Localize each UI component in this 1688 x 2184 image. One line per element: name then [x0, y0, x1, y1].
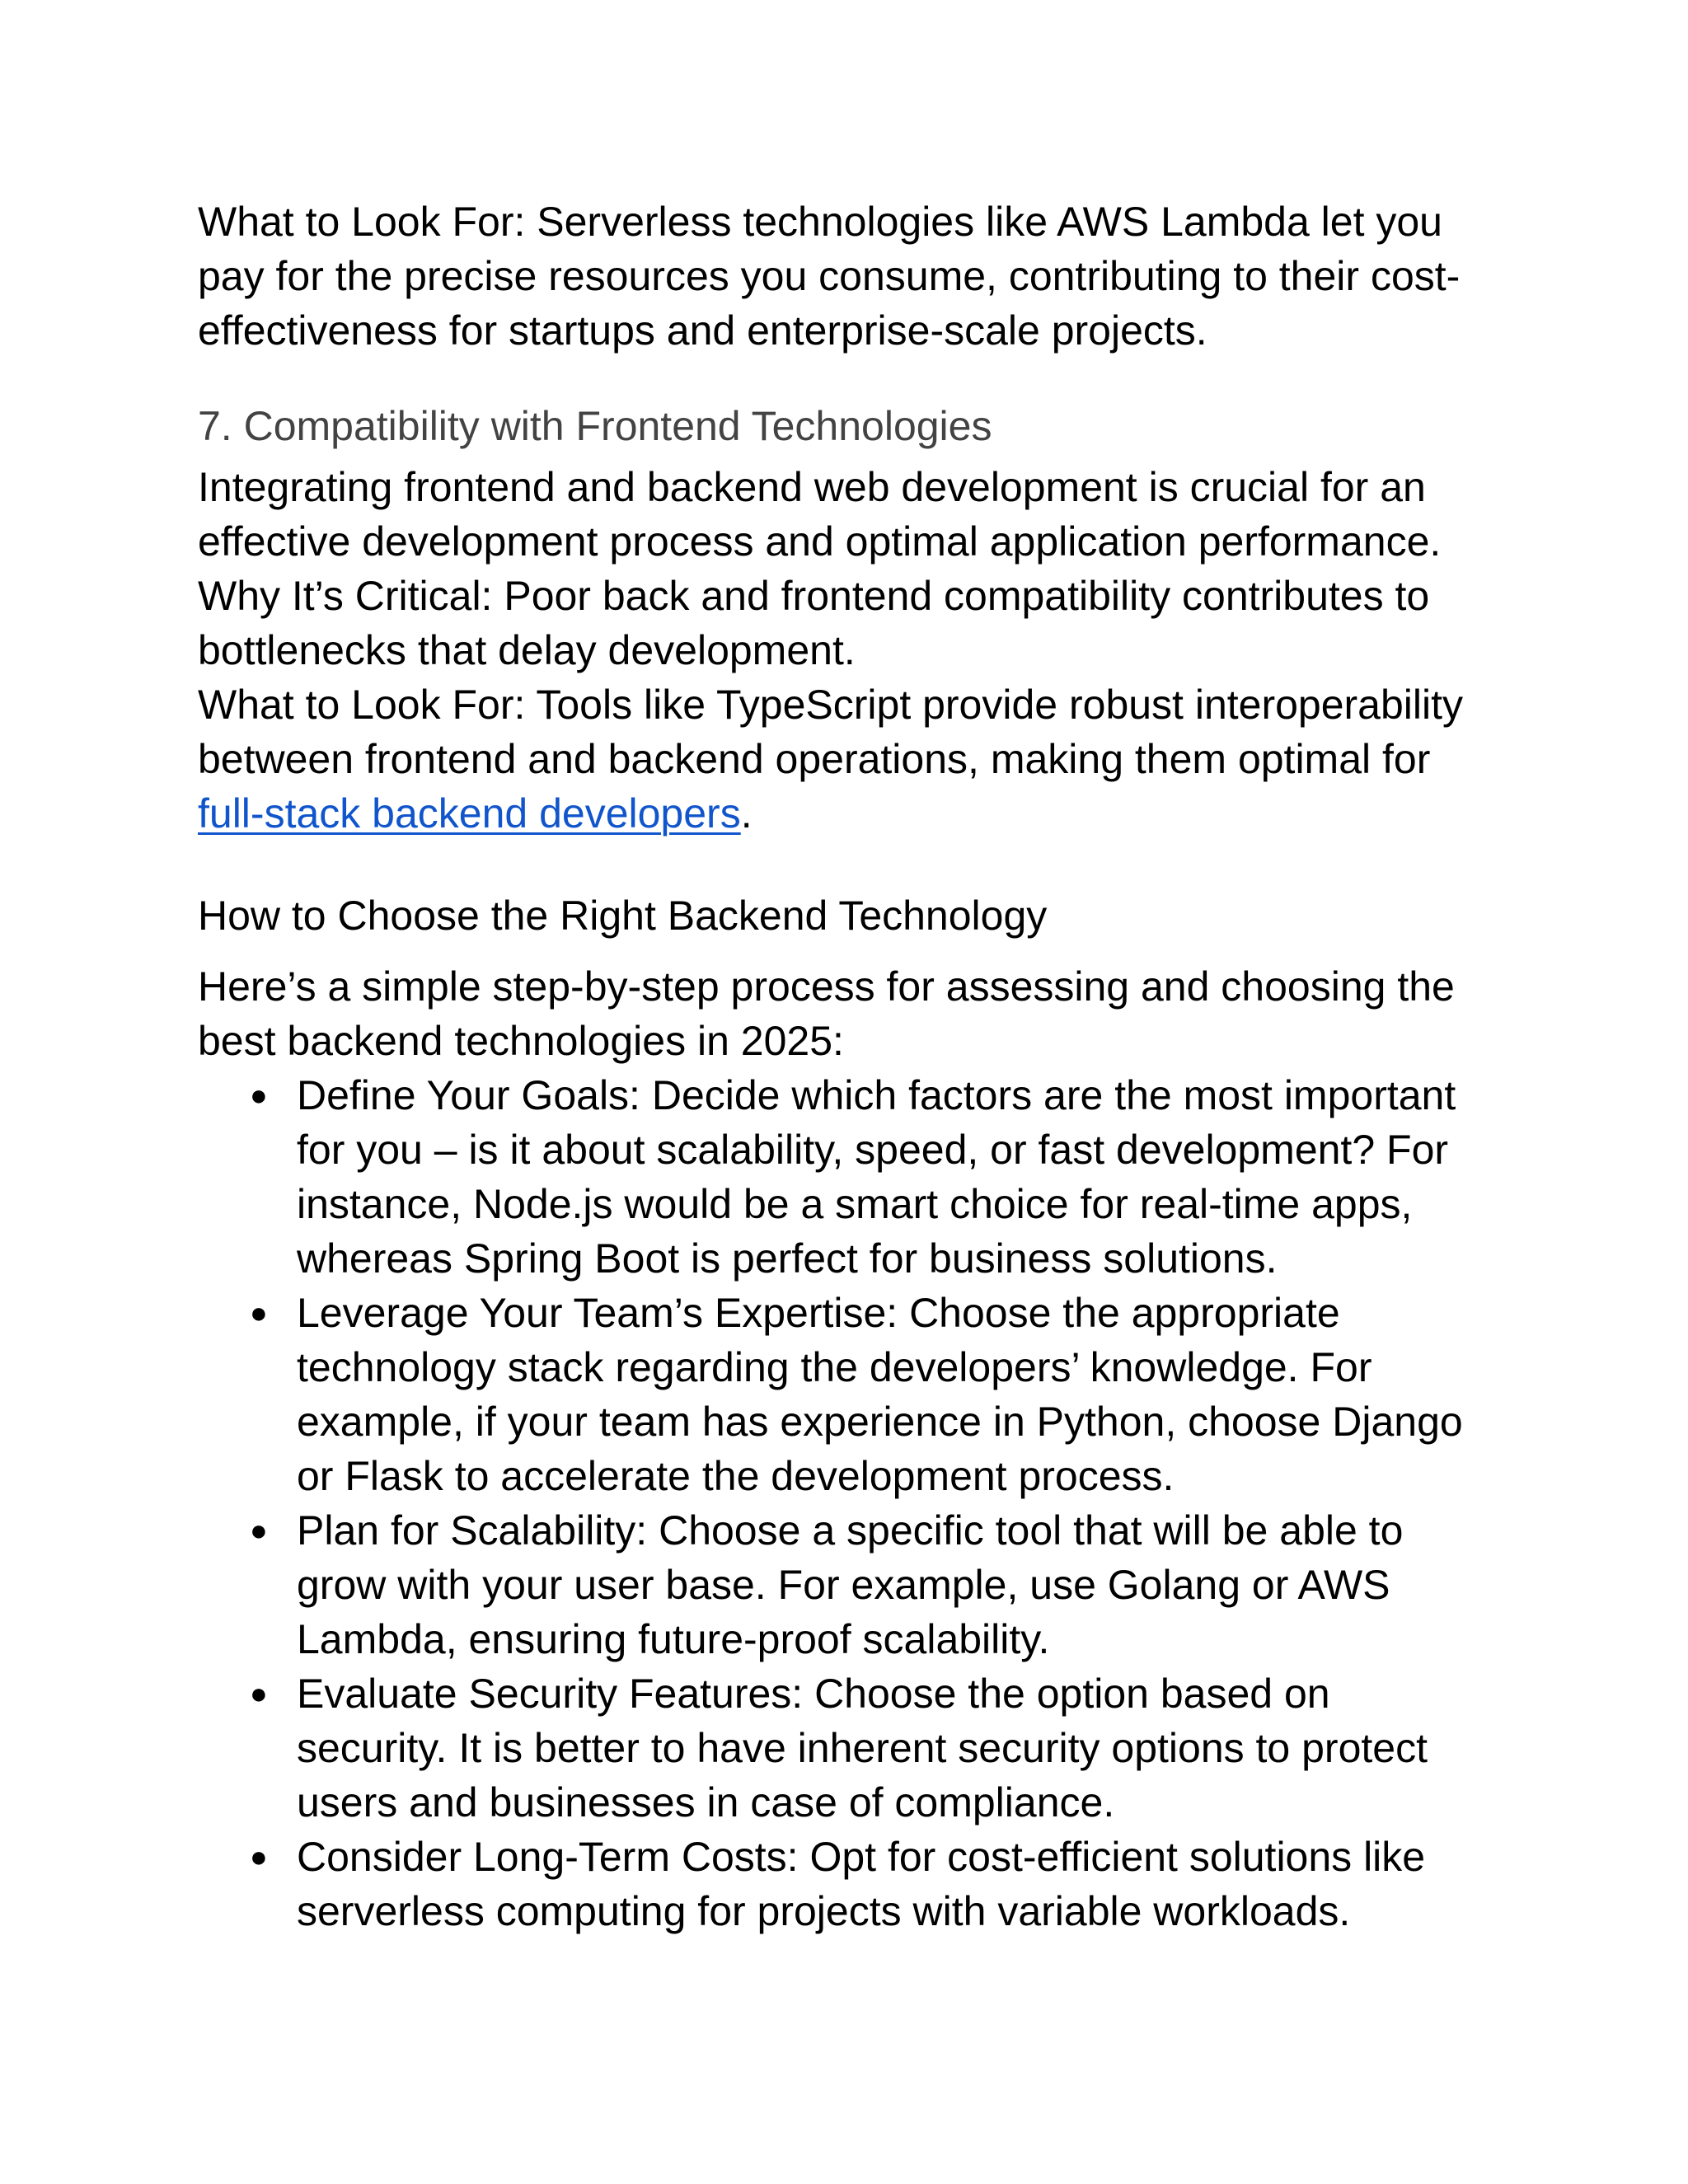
bullet-icon: ● [250, 1296, 268, 1329]
list-item-text: Leverage Your Team’s Expertise: Choose the appropriate technology stack regarding the developers’ knowledge. For example, if your team has experience in Python, choose Django or Flask to accelerate the development process. [297, 1290, 1463, 1499]
choose-intro-paragraph: Here’s a simple step-by-step process for assessing and choosing the best backend technologies in 2025: [198, 963, 1455, 1064]
bullet-icon: ● [250, 1676, 268, 1710]
section-heading-compatibility: 7. Compatibility with Frontend Technologies [198, 403, 992, 449]
look-for-serverless-paragraph: What to Look For: Serverless technologies like AWS Lambda let you pay for the precise resources you consume, contributing to their cost-effectiveness for startups and enterprise-scale projects. [198, 199, 1461, 354]
list-item [198, 1068, 1484, 1286]
section-heading-how-to-choose: How to Choose the Right Backend Technology [198, 893, 1048, 939]
why-critical-paragraph: Why It’s Critical: Poor back and frontend compatibility contributes to bottlenecks that delay development. [198, 573, 1430, 673]
full-stack-developers-link[interactable]: full-stack backend developers [198, 790, 741, 837]
list-item-text: Plan for Scalability: Choose a specific tool that will be able to grow with your user base. For example, use Golang or AWS Lambda, ensuring future-proof scalability. [297, 1507, 1404, 1662]
list-item-text: Define Your Goals: Decide which factors are the most important for you – is it about scalability, speed, or fast development? For instance, Node.js would be a smart choice for real-time apps, whereas Spring Boot is perfect for business solutions. [297, 1072, 1456, 1282]
period: . [740, 790, 753, 837]
steps-bullet-list [198, 1068, 1484, 1938]
list-item [198, 1830, 1484, 1938]
look-for-typescript-paragraph [198, 677, 1484, 841]
list-item-text: Evaluate Security Features: Choose the option based on security. It is better to have inherent security options to protect users and businesses in case of compliance. [297, 1671, 1428, 1825]
bullet-icon: ● [250, 1840, 268, 1873]
look-for-typescript-text: What to Look For: Tools like TypeScript provide robust interoperability between frontend and backend operations, making them optimal for [198, 682, 1464, 782]
list-item [198, 1666, 1484, 1830]
document-page [198, 194, 1484, 1938]
integration-intro-paragraph: Integrating frontend and backend web development is crucial for an effective development process and optimal application performance. [198, 464, 1442, 565]
list-item [198, 1286, 1484, 1503]
bullet-icon: ● [250, 1078, 268, 1112]
list-item-text: Consider Long-Term Costs: Opt for cost-efficient solutions like serverless computing for projects with variable workloads. [297, 1834, 1426, 1934]
list-item [198, 1503, 1484, 1666]
bullet-icon: ● [250, 1513, 268, 1547]
